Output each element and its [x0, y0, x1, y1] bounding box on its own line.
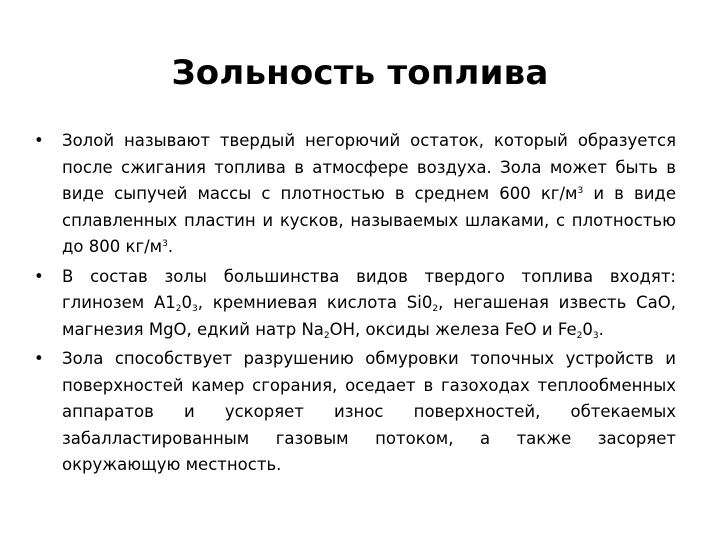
subscript: 2: [323, 330, 330, 341]
subscript: 2: [175, 304, 182, 314]
text-run: .: [598, 319, 604, 339]
text-run: 0: [582, 319, 593, 339]
bullet-list: [34, 128, 676, 482]
bullet-marker: •: [34, 349, 44, 368]
subscript: 2: [432, 304, 439, 314]
text-run: , кремниевая кислота Si0: [197, 293, 433, 312]
text-run: Золой называют твердый негорючий остаток, который образуется после сжигания топлива в атмосфере воздуха. Зола может быть в виде сыпучей массы с плотностью в среднем 600 кг/м: [62, 131, 676, 203]
superscript: 3: [577, 186, 584, 196]
bullet-text: [62, 264, 676, 344]
superscript: 3: [162, 239, 168, 249]
text-run: В состав золы большинства видов твердого топлива входят: глинозем А1: [62, 266, 676, 312]
subscript: 3: [191, 304, 198, 314]
subscript: 2: [576, 330, 583, 341]
bullet-item: [34, 264, 676, 344]
slide-title: Зольность топлива: [171, 53, 549, 93]
bullet-marker: •: [34, 131, 44, 150]
subscript: 3: [592, 330, 599, 341]
text-run: , негашеная известь СаО, магнезия MgO, едкий натр Na: [62, 293, 677, 339]
bullet-marker: •: [34, 266, 44, 286]
text-run: .: [167, 237, 174, 256]
bullet-text: [62, 346, 676, 479]
text-run: и в виде сплавленных пластин и кусков, называемых шлаками, с плотностью до 800 кг/м: [62, 184, 676, 256]
text-run: ОН, оксиды железа FeO и Fe: [329, 319, 577, 339]
bullet-text: [62, 128, 676, 261]
text-run: Зола способствует разрушению обмуровки топочных устройств и поверхностей камер сгорания, оседает в газоходах теплообменных аппаратов и ускоряет износ поверхностей, обтекаемых забалластированным газовым потоком, а также засоряет окружающую местность.: [62, 349, 676, 474]
text-run: 0: [181, 293, 192, 312]
bullet-item: [34, 128, 676, 261]
bullet-item: [34, 346, 676, 479]
